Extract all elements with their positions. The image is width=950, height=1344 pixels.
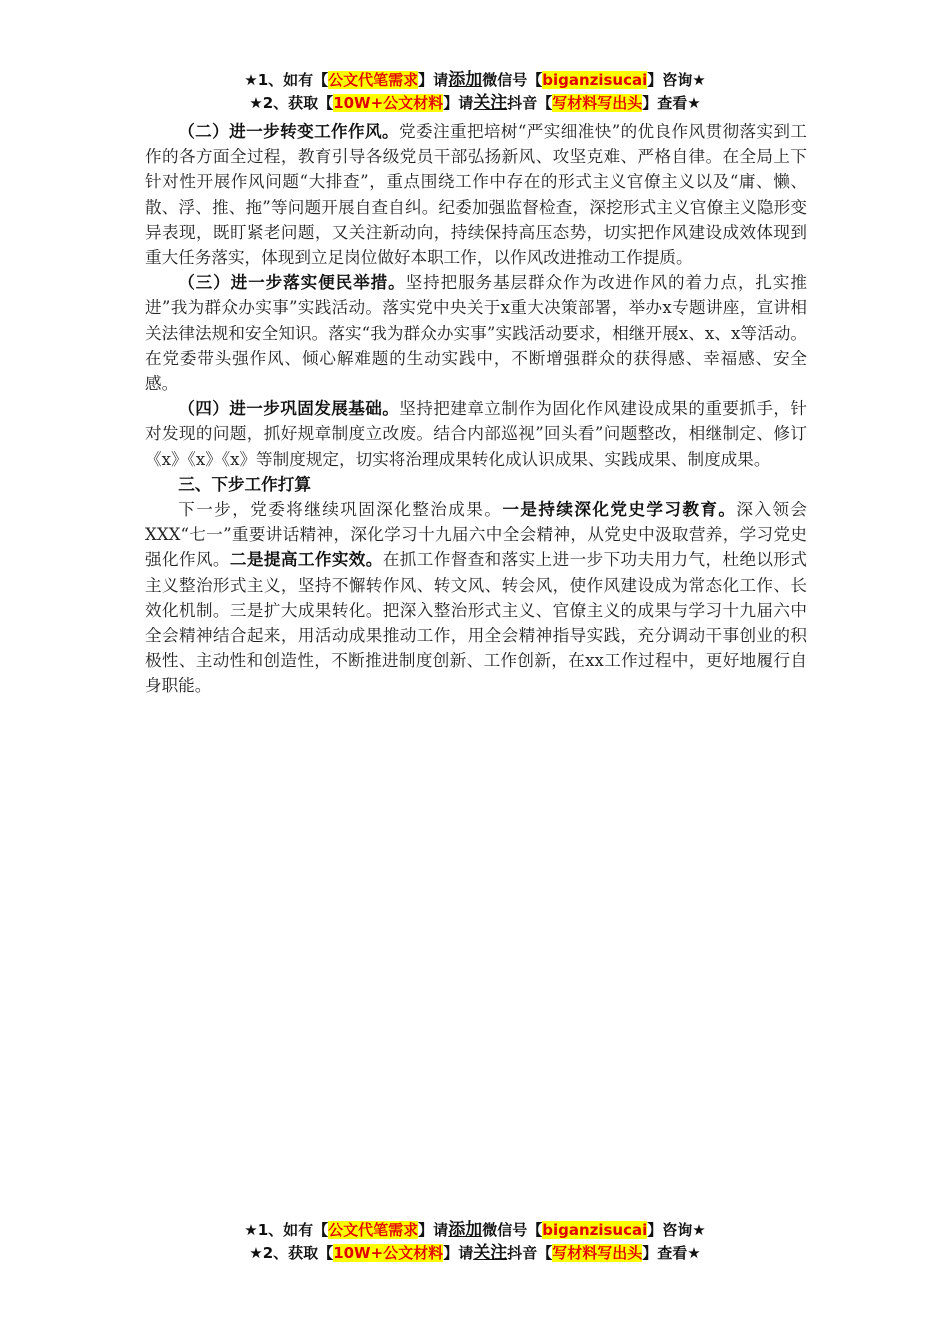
- section-heading: 三、下步工作打算: [178, 473, 311, 494]
- promo-line-1: ★1、如有【公文代笔需求】请添加微信号【biganzisucai】咨询★: [244, 1220, 706, 1240]
- promo-line-2: ★2、获取【10W+公文材料】请关注抖音【写材料写出头】查看★: [249, 1243, 701, 1263]
- promo-line-1: ★1、如有【公文代笔需求】请添加微信号【biganzisucai】咨询★: [244, 70, 706, 90]
- paragraph-foundation: （四）进一步巩固发展基础。坚持把建章立制作为固化作风建设成果的重要抓手，针对发现的问题，抓好规章制度立改废。结合内部巡视”回头看”问题整改，相继制定、修订《x》《x》《x》等制度规定，切实将治理成果转化成认识成果、实践成果、制度成果。: [145, 398, 808, 469]
- paragraph-work-style: （二）进一步转变工作作风。党委注重把培树“严实细准快”的优良作风贯彻落实到工作的各方面全过程，教育引导各级党员干部弘扬新风、攻坚克难、严格自律。在全局上下针对性开展作风问题“大排查”，重点围绕工作中存在的形式主义官僚主义以及“庸、懒、散、浮、推、拖”等问题开展自查自纠。纪委加强监督检查，深挖形式主义官僚主义隐形变异表现，既盯紧老问题，又关注新动向，持续保持高压态势，切实把作风建设成效体现到重大任务落实，体现到立足岗位做好本职工作，以作风改进推动工作提质。: [145, 121, 808, 268]
- paragraph-next-steps: 下一步，党委将继续巩固深化整治成果。一是持续深化党史学习教育。深入领会XXX“七一”重要讲话精神，深化学习十九届六中全会精神，从党史中汲取营养，学习党史强化作风。二是提高工作实效。在抓工作督查和落实上进一步下功夫用力气，杜绝以形式主义整治形式主义，坚持不懈转作风、转文风、转会风，使作风建设成为常态化工作、长效化机制。三是扩大成果转化。把深入整治形式主义、官僚主义的成果与学习十九届六中全会精神结合起来，用活动成果推动工作，用全会精神指导实践，充分调动干事创业的积极性、主动性和创造性，不断推进制度创新、工作创新，在xx工作过程中，更好地履行自身职能。: [145, 499, 808, 696]
- paragraph-lead: （二）进一步转变工作作风。: [178, 121, 399, 141]
- promo-line-2: ★2、获取【10W+公文材料】请关注抖音【写材料写出头】查看★: [249, 93, 701, 113]
- paragraph-convenience-measures: （三）进一步落实便民举措。坚持把服务基层群众作为改进作风的着力点，扎实推进”我为群众办实事”实践活动。落实党中央关于x重大决策部署，举办x专题讲座，宣讲相关法律法规和安全知识。落实“我为群众办实事”实践活动要求，相继开展x、x、x等活动。在党委带头强作风、倾心解难题的生动实践中，不断增强群众的获得感、幸福感、安全感。: [145, 272, 808, 394]
- top-promo-banner: [0, 69, 950, 115]
- highlight-materials: 10W+公文材料: [333, 1244, 444, 1262]
- document-body: [145, 119, 807, 699]
- highlight-douyin-account: 写材料写出头: [552, 94, 643, 112]
- highlight-douyin-account: 写材料写出头: [552, 1244, 643, 1262]
- highlight-service: 公文代笔需求: [328, 71, 419, 89]
- paragraph-lead: （四）进一步巩固发展基础。: [178, 398, 400, 419]
- highlight-service: 公文代笔需求: [328, 1221, 419, 1239]
- highlight-wechat-id: biganzisucai: [542, 1221, 648, 1239]
- paragraph-lead: （三）进一步落实便民举措。: [178, 272, 406, 293]
- bottom-promo-banner: [0, 1219, 950, 1265]
- highlight-wechat-id: biganzisucai: [542, 71, 648, 89]
- highlight-materials: 10W+公文材料: [333, 94, 444, 112]
